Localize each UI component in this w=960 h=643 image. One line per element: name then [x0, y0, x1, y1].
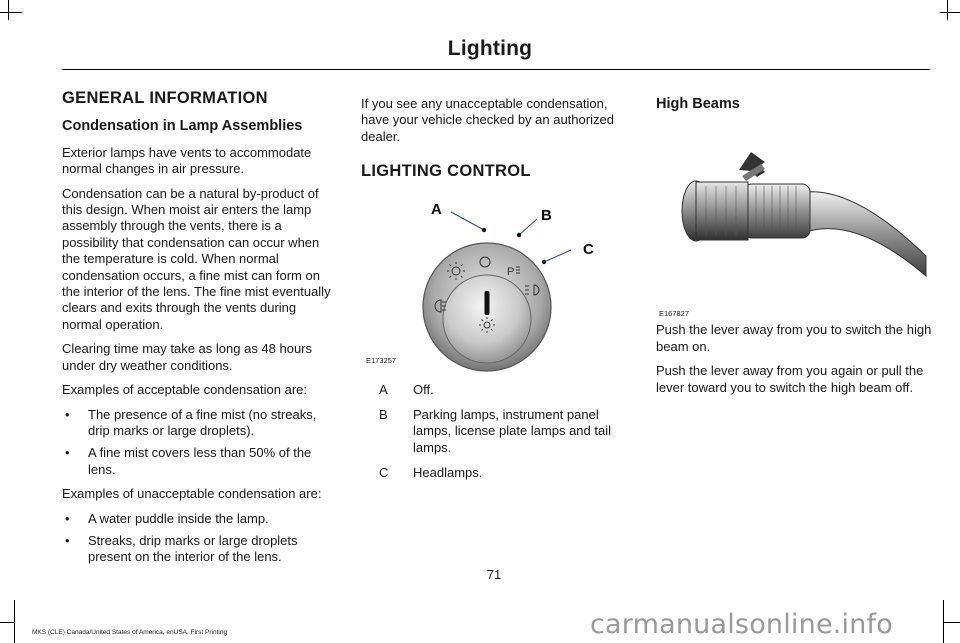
general-information-heading: GENERAL INFORMATION: [62, 89, 268, 107]
unacceptable-intro: Examples of unacceptable condensation are:: [62, 486, 322, 502]
high-beam-lever-illustration: [656, 116, 932, 306]
unacceptable-list: [62, 511, 336, 566]
key-letter: C: [379, 465, 389, 481]
key-row: [361, 465, 633, 481]
key-table: [361, 382, 633, 482]
lever-body: [744, 184, 810, 238]
callout-dot-a: [482, 227, 486, 231]
key-text: Parking lamps, instrument panel lamps, license plate lamps and tail lamps.: [413, 407, 611, 455]
key-row: [361, 382, 633, 398]
headlamp-switch-illustration: [361, 190, 633, 380]
right-column: [656, 96, 932, 404]
crop-mark: [8, 0, 9, 20]
callout-line-a: [451, 212, 484, 230]
acceptable-list: [62, 407, 336, 479]
callout-dot-b: [517, 232, 521, 236]
key-text: Off.: [413, 381, 434, 397]
high-beams-figure: [656, 116, 932, 319]
dealer-paragraph: If you see any unacceptable condensation, have your vehicle checked by an authorized dealer.: [361, 96, 614, 144]
lever-stalk: [806, 192, 926, 276]
key-letter: A: [379, 381, 388, 397]
paragraph: Exterior lamps have vents to accommodate normal changes in air pressure.: [62, 144, 312, 177]
parking-lamp-icon: P: [507, 265, 515, 278]
paragraph: Push the lever away from you again or pull the lever toward you to switch the high beam off.: [656, 363, 924, 395]
paragraph: Clearing time may take as long as 48 hours under dry weather conditions.: [62, 341, 313, 373]
paragraph: Condensation can be a natural by-product of this design. When moist air enters the lamp assembly through the vents, there is a possibility that condensation can occur when the temperature is cold. When normal condensation occurs, a fine mist can form on the interior of the lens. The fine mist eventually clears and exits through the vents during normal operation.: [62, 185, 331, 332]
figure-id: E173257: [366, 355, 397, 365]
page-title: Lighting: [447, 37, 533, 60]
crop-mark: [14, 600, 15, 643]
lighting-control-heading: LIGHTING CONTROL: [361, 162, 531, 181]
footer-text: MKS (CLE) Canada/United States of America, enUSA, First Printing: [32, 629, 228, 636]
key-text: Headlamps.: [413, 465, 483, 481]
key-row: [361, 407, 633, 456]
knob-indicator: [485, 291, 490, 315]
list-item: • A fine mist covers less than 50% of the lens.: [62, 445, 336, 478]
high-beams-heading: High Beams: [656, 96, 740, 112]
lighting-control-figure: [361, 190, 633, 380]
page-number: 71: [486, 567, 502, 582]
callout-line-c: [544, 250, 571, 262]
crop-mark: [947, 0, 948, 20]
condensation-subheading: Condensation in Lamp Assemblies: [62, 118, 303, 135]
left-column: [62, 90, 336, 574]
crop-mark: [940, 12, 960, 13]
crop-mark: [944, 622, 960, 623]
acceptable-intro: Examples of acceptable condensation are:: [62, 382, 307, 398]
callout-a: A: [431, 200, 442, 218]
list-item: • Streaks, drip marks or large droplets present on the interior of the lens.: [62, 533, 336, 566]
lever-tip: [696, 182, 748, 240]
push-arrow-icon: [739, 152, 765, 181]
paragraph: Push the lever away from you to switch the high beam on.: [656, 322, 932, 354]
figure-id: E167827: [659, 309, 690, 319]
list-item: • The presence of a fine mist (no streaks, drip marks or large droplets).: [62, 407, 336, 440]
callout-b: B: [541, 206, 552, 224]
crop-mark: [0, 12, 22, 13]
middle-column: [361, 96, 633, 491]
callout-line-b: [519, 219, 537, 235]
list-item: • A water puddle inside the lamp.: [62, 511, 336, 527]
header-rule: [62, 69, 930, 70]
crop-mark: [0, 622, 14, 623]
watermark: carmanualsonline.info: [590, 609, 893, 640]
key-letter: B: [379, 407, 388, 423]
callout-c: C: [583, 240, 594, 258]
callout-dot-c: [542, 259, 546, 263]
